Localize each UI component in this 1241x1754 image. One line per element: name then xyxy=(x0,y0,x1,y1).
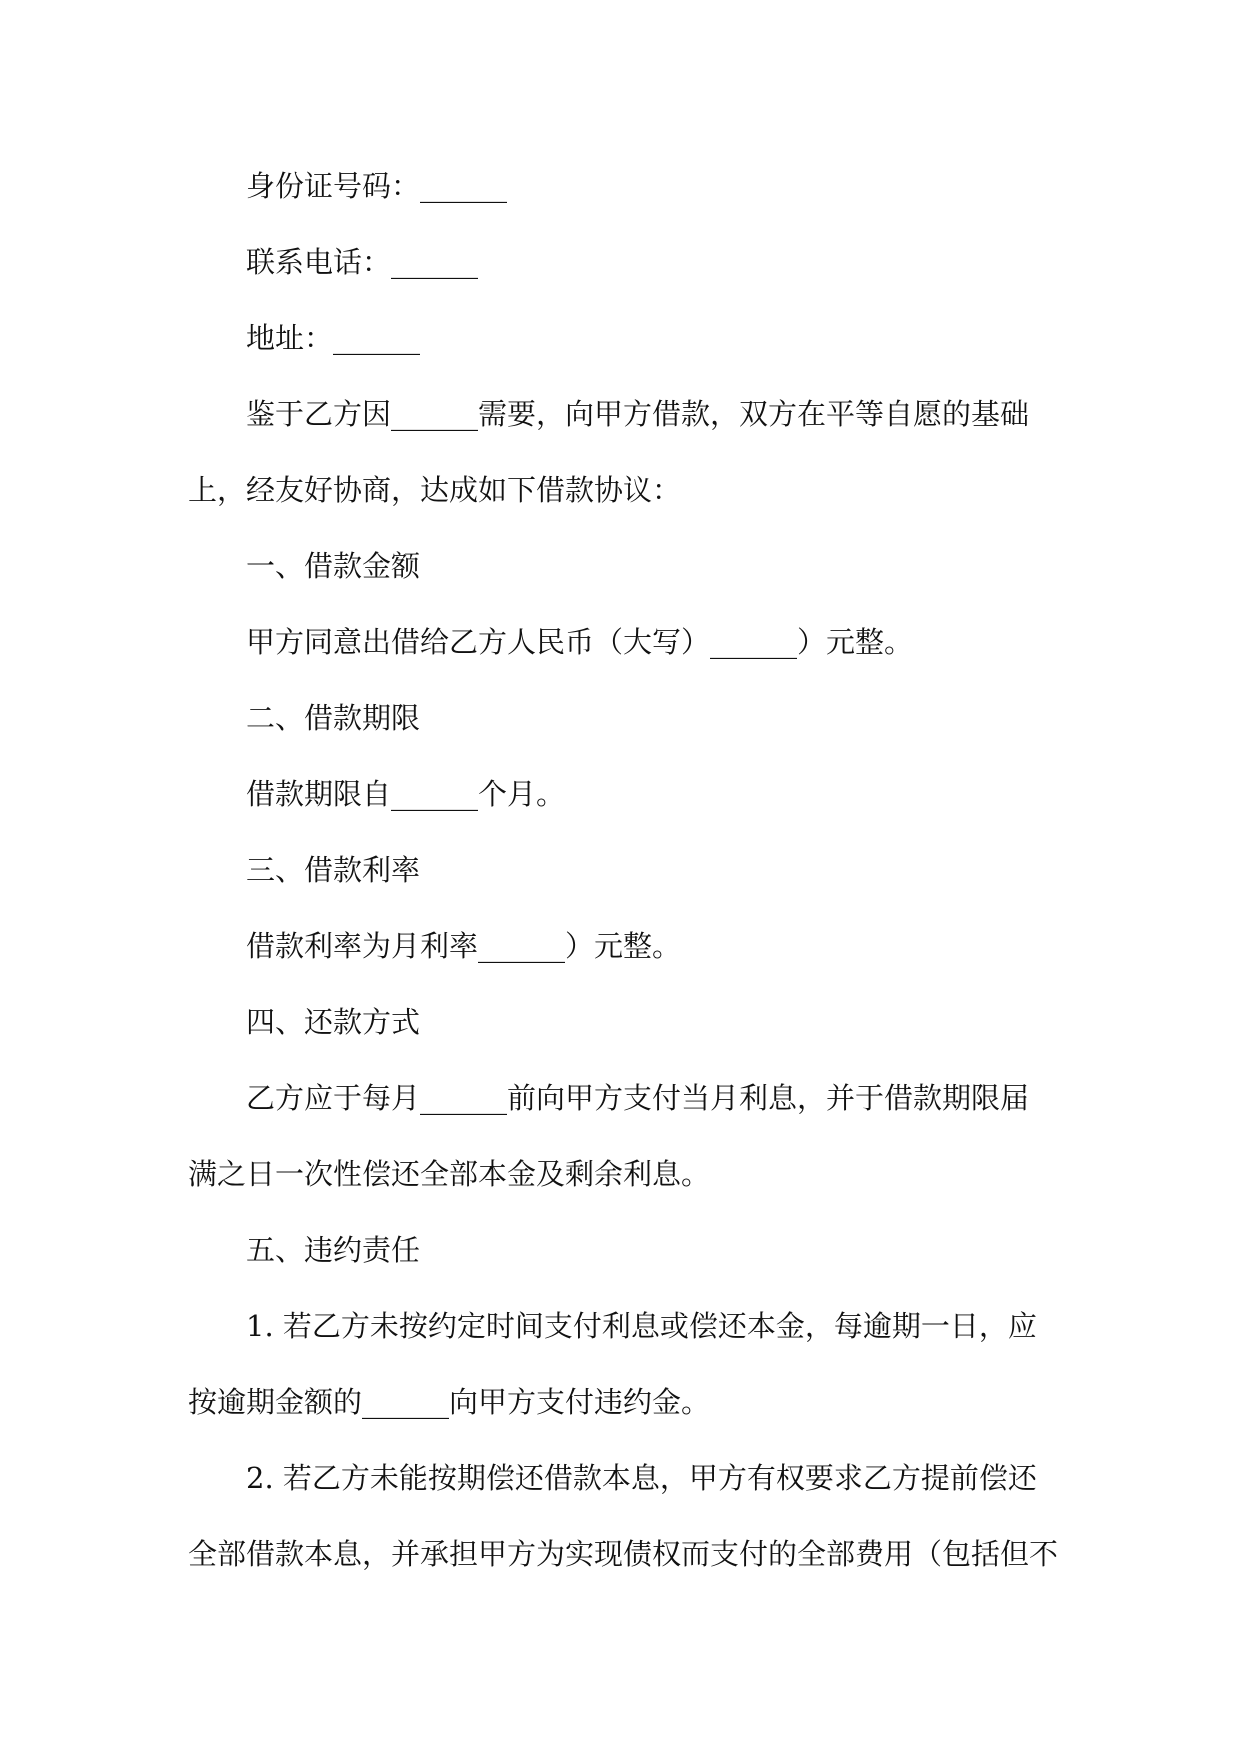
section-heading-repayment: 四、还款方式 xyxy=(246,1005,421,1039)
phone-line: 联系电话：______ xyxy=(246,245,479,279)
repayment-clause-line-1: 乙方应于每月______前向甲方支付当月利息，并于借款期限届 xyxy=(246,1081,1030,1115)
section-heading-term: 二、借款期限 xyxy=(246,701,421,735)
liability-clause-2-line-2: 全部借款本息，并承担甲方为实现债权而支付的全部费用（包括但不 xyxy=(188,1537,1059,1571)
document-body xyxy=(188,148,1059,1592)
section-heading-rate: 三、借款利率 xyxy=(246,853,421,887)
liability-clause-1-line-1: 1. 若乙方未按约定时间支付利息或偿还本金，每逾期一日，应 xyxy=(246,1309,1037,1343)
liability-clause-2-line-1: 2. 若乙方未能按期偿还借款本息，甲方有权要求乙方提前偿还 xyxy=(246,1461,1037,1495)
section-heading-amount: 一、借款金额 xyxy=(246,549,421,583)
address-line: 地址：______ xyxy=(246,321,421,355)
id-number-line: 身份证号码：______ xyxy=(246,169,508,203)
term-clause: 借款期限自______个月。 xyxy=(246,777,566,811)
amount-clause: 甲方同意出借给乙方人民币（大写）______）元整。 xyxy=(246,625,914,659)
liability-clause-1-line-2: 按逾期金额的______向甲方支付违约金。 xyxy=(188,1385,711,1419)
rate-clause: 借款利率为月利率______）元整。 xyxy=(246,929,682,963)
repayment-clause-line-2: 满之日一次性偿还全部本金及剩余利息。 xyxy=(188,1157,711,1191)
preamble-line-2: 上，经友好协商，达成如下借款协议： xyxy=(188,473,682,507)
preamble-line-1: 鉴于乙方因______需要，向甲方借款，双方在平等自愿的基础 xyxy=(246,397,1030,431)
section-heading-liability: 五、违约责任 xyxy=(246,1233,421,1267)
